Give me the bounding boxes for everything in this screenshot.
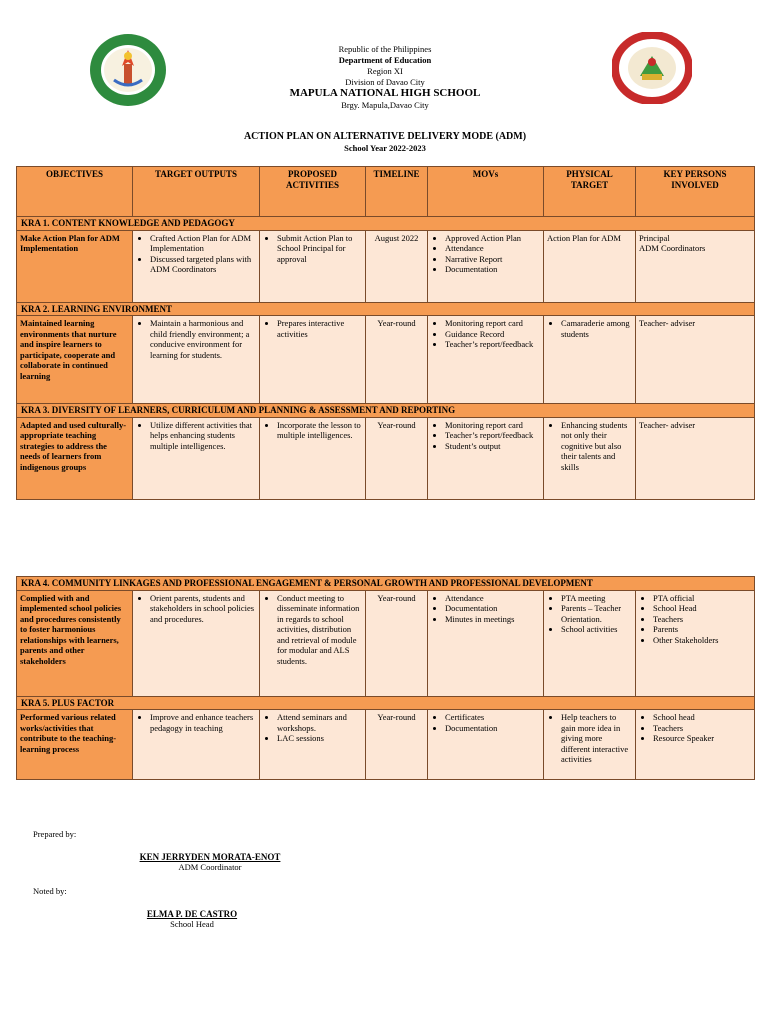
physical-target-cell xyxy=(544,710,636,780)
objective-cell: Adapted and used culturally-appropriate teaching strategies to address the needs of learners from indigenous groups xyxy=(17,417,133,499)
list-item: • Minutes in meetings xyxy=(445,614,540,625)
kra-1-heading: KRA 1. CONTENT KNOWLEDGE AND PEDAGOGY xyxy=(17,217,755,231)
noted-by-name: ELMA P. DE CASTRO xyxy=(146,909,238,919)
prepared-by-block xyxy=(130,852,290,872)
activities-cell xyxy=(260,417,366,499)
list-item: • School activities xyxy=(561,624,632,635)
key-persons-cell xyxy=(636,710,755,780)
physical-target-cell xyxy=(544,316,636,404)
key-persons-cell: Teacher- adviser xyxy=(636,316,755,404)
school-address: Brgy. Mapula,Davao City xyxy=(341,100,429,110)
kra-3-heading: KRA 3. DIVERSITY OF LEARNERS, CURRICULUM AND PLANNING & ASSESSMENT AND REPORTING xyxy=(17,404,755,418)
col-proposed-activities: PROPOSED ACTIVITIES xyxy=(260,167,366,217)
list-item: • Prepares interactive activities xyxy=(277,318,362,339)
list-item: • Parents – Teacher Orientation. xyxy=(561,603,632,624)
kra-4-heading: KRA 4. COMMUNITY LINKAGES AND PROFESSIONAL ENGAGEMENT & PERSONAL GROWTH AND PROFESSIONAL DEVELOPMENT xyxy=(17,577,755,591)
prepared-by-title: ADM Coordinator xyxy=(178,862,242,872)
noted-by-title: School Head xyxy=(170,919,214,929)
column-header-row xyxy=(17,167,755,217)
outputs-cell xyxy=(133,230,260,302)
list-item: • School Head xyxy=(653,603,751,614)
list-item: • Crafted Action Plan for ADM Implementation xyxy=(150,233,256,254)
list-item: • Approved Action Plan xyxy=(445,233,540,244)
list-item: • Attend seminars and workshops. xyxy=(277,712,362,733)
list-item: • Incorporate the lesson to multiple intelligences. xyxy=(277,420,362,441)
prepared-by-label: Prepared by: xyxy=(33,829,77,839)
key-persons-cell: Teacher- adviser xyxy=(636,417,755,499)
list-item: • School head xyxy=(653,712,751,723)
timeline-cell: Year-round xyxy=(366,710,428,780)
list-item: • Discussed targeted plans with ADM Coordinators xyxy=(150,254,256,275)
col-objectives: OBJECTIVES xyxy=(17,167,133,217)
action-plan-table-part-1 xyxy=(16,166,755,500)
kra-5-row xyxy=(17,710,755,780)
list-item: • Help teachers to gain more idea in giving more different interactive activities xyxy=(561,712,632,765)
timeline-cell: Year-round xyxy=(366,417,428,499)
kra-1-row xyxy=(17,230,755,302)
kra-3-row xyxy=(17,417,755,499)
kra-5-heading: KRA 5. PLUS FACTOR xyxy=(17,696,755,710)
list-item: • Monitoring report card xyxy=(445,318,540,329)
objective-cell: Make Action Plan for ADM Implementation xyxy=(17,230,133,302)
list-item: • Camaraderie among students xyxy=(561,318,632,339)
list-item: • Enhancing students not only their cognitive but also their talents and skills xyxy=(561,420,632,473)
list-item: • Conduct meeting to disseminate information in regards to school activities, distribution and retrieval of module for modular and ALS students. xyxy=(277,593,362,667)
list-item: • Maintain a harmonious and child friendly environment; a conducive environment for learning for students. xyxy=(150,318,256,360)
list-item: • PTA official xyxy=(653,593,751,604)
list-item: • Monitoring report card xyxy=(445,420,540,431)
col-key-persons: KEY PERSONS INVOLVED xyxy=(636,167,755,217)
objective-cell: Complied with and implemented school policies and procedures consistently to foster harmonious relationships with learners, parents and other stakeholders xyxy=(17,590,133,696)
movs-cell xyxy=(428,417,544,499)
noted-by-label: Noted by: xyxy=(33,886,67,896)
list-item: • Teachers xyxy=(653,614,751,625)
list-item: • Narrative Report xyxy=(445,254,540,265)
kra-4-row xyxy=(17,590,755,696)
physical-target-cell: Action Plan for ADM xyxy=(544,230,636,302)
movs-cell xyxy=(428,590,544,696)
list-item: • Documentation xyxy=(445,264,540,275)
col-movs: MOVs xyxy=(428,167,544,217)
list-item: • Other Stakeholders xyxy=(653,635,751,646)
movs-cell xyxy=(428,710,544,780)
school-year: School Year 2022-2023 xyxy=(344,143,426,153)
department-text: Department of Education xyxy=(338,55,432,65)
division-seal-logo xyxy=(88,32,168,108)
list-item: • Guidance Record xyxy=(445,329,540,340)
kra-2-row xyxy=(17,316,755,404)
activities-cell xyxy=(260,316,366,404)
physical-target-cell xyxy=(544,590,636,696)
key-persons-cell: Principal ADM Coordinators xyxy=(636,230,755,302)
document-title: ACTION PLAN ON ALTERNATIVE DELIVERY MODE (ADM) xyxy=(243,131,527,142)
list-item: • Orient parents, students and stakeholders in school policies and procedures. xyxy=(150,593,256,625)
activities-cell xyxy=(260,230,366,302)
republic-text: Republic of the Philippines xyxy=(338,44,432,54)
list-item: • Teacher’s report/feedback xyxy=(445,339,540,350)
physical-target-cell xyxy=(544,417,636,499)
list-item: • Attendance xyxy=(445,593,540,604)
objective-cell: Performed various related works/activities that contribute to the teaching-learning process xyxy=(17,710,133,780)
school-seal-logo xyxy=(612,32,692,104)
timeline-cell: Year-round xyxy=(366,590,428,696)
list-item: • Resource Speaker xyxy=(653,733,751,744)
list-item: • Teachers xyxy=(653,723,751,734)
outputs-cell xyxy=(133,590,260,696)
outputs-cell xyxy=(133,417,260,499)
list-item: • Documentation xyxy=(445,723,540,734)
list-item: • Student’s output xyxy=(445,441,540,452)
col-target-outputs: TARGET OUTPUTS xyxy=(133,167,260,217)
division-text: Division of Davao City xyxy=(345,77,425,87)
list-item: • Documentation xyxy=(445,603,540,614)
kra-2-heading: KRA 2. LEARNING ENVIRONMENT xyxy=(17,302,755,316)
movs-cell xyxy=(428,316,544,404)
activities-cell xyxy=(260,590,366,696)
action-plan-table-part-2 xyxy=(16,576,755,780)
list-item: • LAC sessions xyxy=(277,733,362,744)
list-item: • Submit Action Plan to School Principal for approval xyxy=(277,233,362,265)
school-name: MAPULA NATIONAL HIGH SCHOOL xyxy=(289,87,481,99)
list-item: • Attendance xyxy=(445,243,540,254)
list-item: • Utilize different activities that helps enhancing students multiple intelligences. xyxy=(150,420,256,452)
list-item: • PTA meeting xyxy=(561,593,632,604)
outputs-cell xyxy=(133,316,260,404)
timeline-cell: Year-round xyxy=(366,316,428,404)
timeline-cell: August 2022 xyxy=(366,230,428,302)
list-item: • Parents xyxy=(653,624,751,635)
key-persons-cell xyxy=(636,590,755,696)
outputs-cell xyxy=(133,710,260,780)
prepared-by-name: KEN JERRYDEN MORATA-ENOT xyxy=(139,852,281,862)
activities-cell xyxy=(260,710,366,780)
list-item: • Improve and enhance teachers pedagogy in teaching xyxy=(150,712,256,733)
noted-by-block xyxy=(130,909,254,929)
movs-cell xyxy=(428,230,544,302)
objective-cell: Maintained learning environments that nurture and inspire learners to participate, cooperate and collaborate in continued learning xyxy=(17,316,133,404)
col-physical-target: PHYSICAL TARGET xyxy=(544,167,636,217)
list-item: • Certificates xyxy=(445,712,540,723)
region-text: Region XI xyxy=(367,66,403,76)
list-item: • Teacher’s report/feedback xyxy=(445,430,540,441)
col-timeline: TIMELINE xyxy=(366,167,428,217)
